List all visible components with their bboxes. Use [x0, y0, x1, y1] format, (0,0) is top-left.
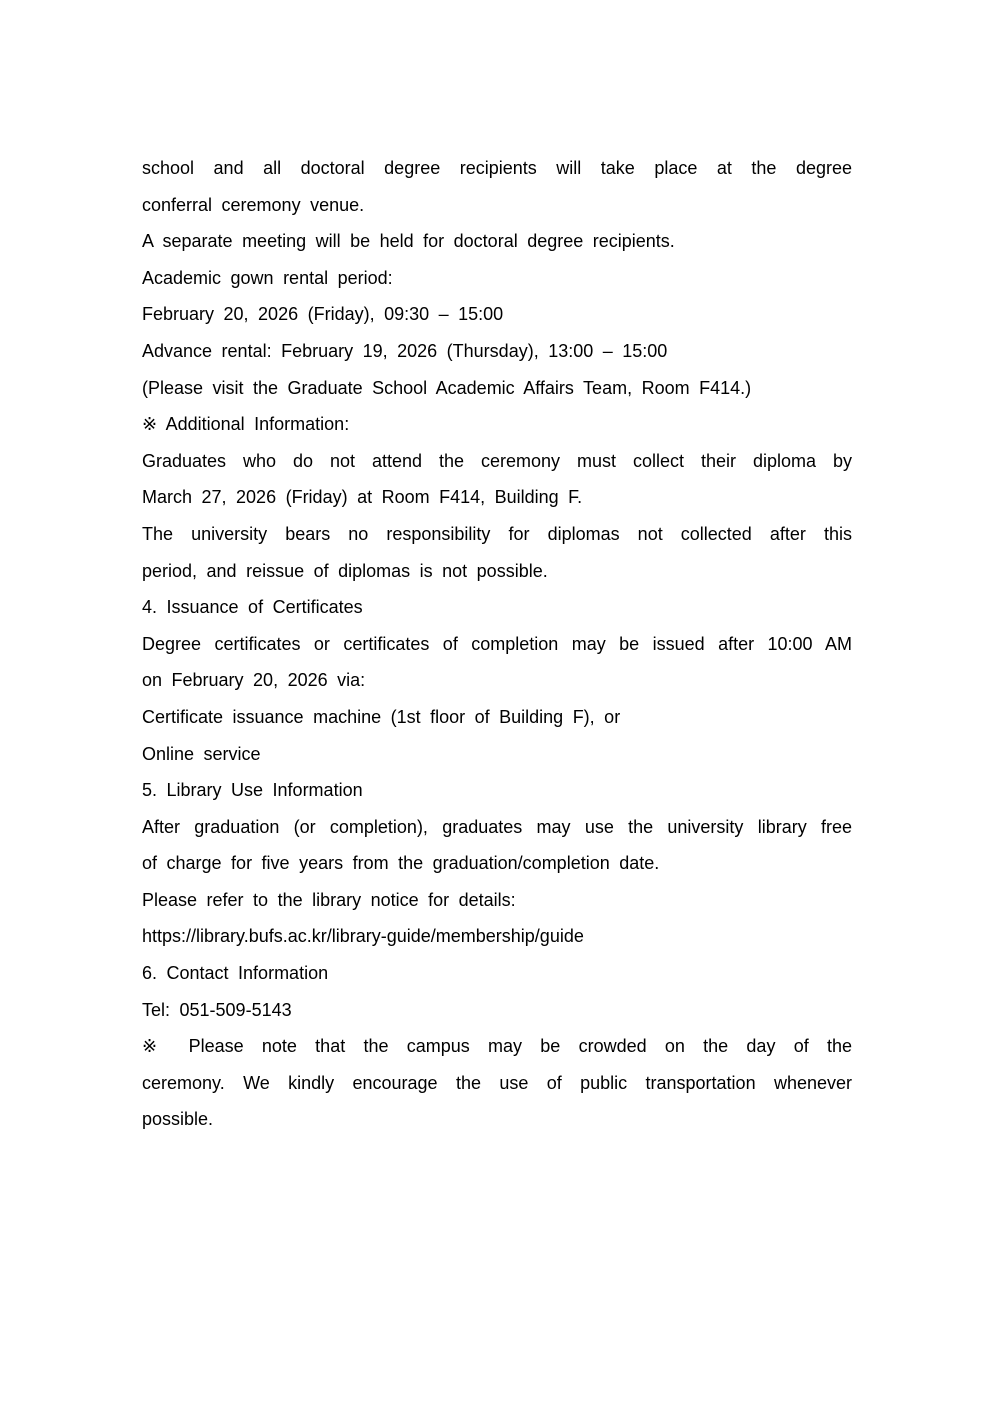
text-line: period, and reissue of diplomas is not possible. — [142, 560, 548, 581]
url-line — [142, 918, 852, 955]
text-line: Degree certificates or certificates of completion may be issued after 10:00 AM — [142, 633, 852, 654]
text-line: 4. Issuance of Certificates — [142, 597, 363, 618]
text-line: conferral ceremony venue. — [142, 194, 365, 215]
text-line: school and all doctoral degree recipients will take place at the degree — [142, 158, 852, 178]
text-line: Graduates who do not attend the ceremony must collect their diploma by — [142, 450, 852, 471]
text-line: Please refer to the library notice for details: — [142, 889, 516, 910]
text-line: 6. Contact Information — [142, 963, 329, 984]
paragraph-ceremony-venue — [142, 150, 852, 223]
paragraph-doctoral-meeting — [142, 223, 852, 260]
paragraph-transportation-note — [142, 1028, 852, 1138]
text-line: on February 20, 2026 via: — [142, 670, 366, 691]
text-line: Online service — [142, 743, 261, 764]
paragraph-rental-location-note — [142, 370, 852, 407]
tel-line — [142, 992, 852, 1029]
text-line: Tel: 051-509-5143 — [142, 999, 292, 1020]
text-line: possible. — [142, 1109, 214, 1130]
text-line: ceremony. We kindly encourage the use of public transportation whenever — [142, 1072, 852, 1093]
text-line: Advance rental: February 19, 2026 (Thursday), 13:00 – 15:00 — [142, 340, 668, 361]
document-body — [142, 150, 852, 1138]
paragraph-issuance-machine — [142, 699, 852, 736]
paragraph-diploma-collection — [142, 443, 852, 516]
text-line: ※ Please note that the campus may be crowded on the day of the — [142, 1036, 852, 1057]
text-line: of charge for five years from the graduation/completion date. — [142, 853, 660, 874]
paragraph-diploma-responsibility — [142, 516, 852, 589]
section-heading-5 — [142, 772, 852, 809]
paragraph-library-notice — [142, 882, 852, 919]
paragraph-certificate-issuance — [142, 626, 852, 699]
text-line: February 20, 2026 (Friday), 09:30 – 15:00 — [142, 304, 504, 325]
text-line: March 27, 2026 (Friday) at Room F414, Building F. — [142, 487, 583, 508]
text-line: https://library.bufs.ac.kr/library-guide/membership/guide — [142, 926, 584, 947]
paragraph-additional-info-label — [142, 406, 852, 443]
section-heading-6 — [142, 955, 852, 992]
paragraph-online-service — [142, 736, 852, 773]
paragraph-gown-rental-date — [142, 296, 852, 333]
text-line: ※ Additional Information: — [142, 414, 350, 435]
text-line: A separate meeting will be held for doctoral degree recipients. — [142, 231, 675, 252]
text-line: Academic gown rental period: — [142, 267, 393, 288]
paragraph-advance-rental — [142, 333, 852, 370]
text-line: (Please visit the Graduate School Academic Affairs Team, Room F414.) — [142, 377, 752, 398]
text-line: The university bears no responsibility for diplomas not collected after this — [142, 523, 852, 544]
text-line: After graduation (or completion), graduates may use the university library free — [142, 816, 852, 837]
text-line: 5. Library Use Information — [142, 780, 363, 801]
section-heading-4 — [142, 589, 852, 626]
paragraph-gown-rental-label — [142, 260, 852, 297]
text-line: Certificate issuance machine (1st floor of Building F), or — [142, 706, 621, 727]
paragraph-library-use — [142, 809, 852, 882]
